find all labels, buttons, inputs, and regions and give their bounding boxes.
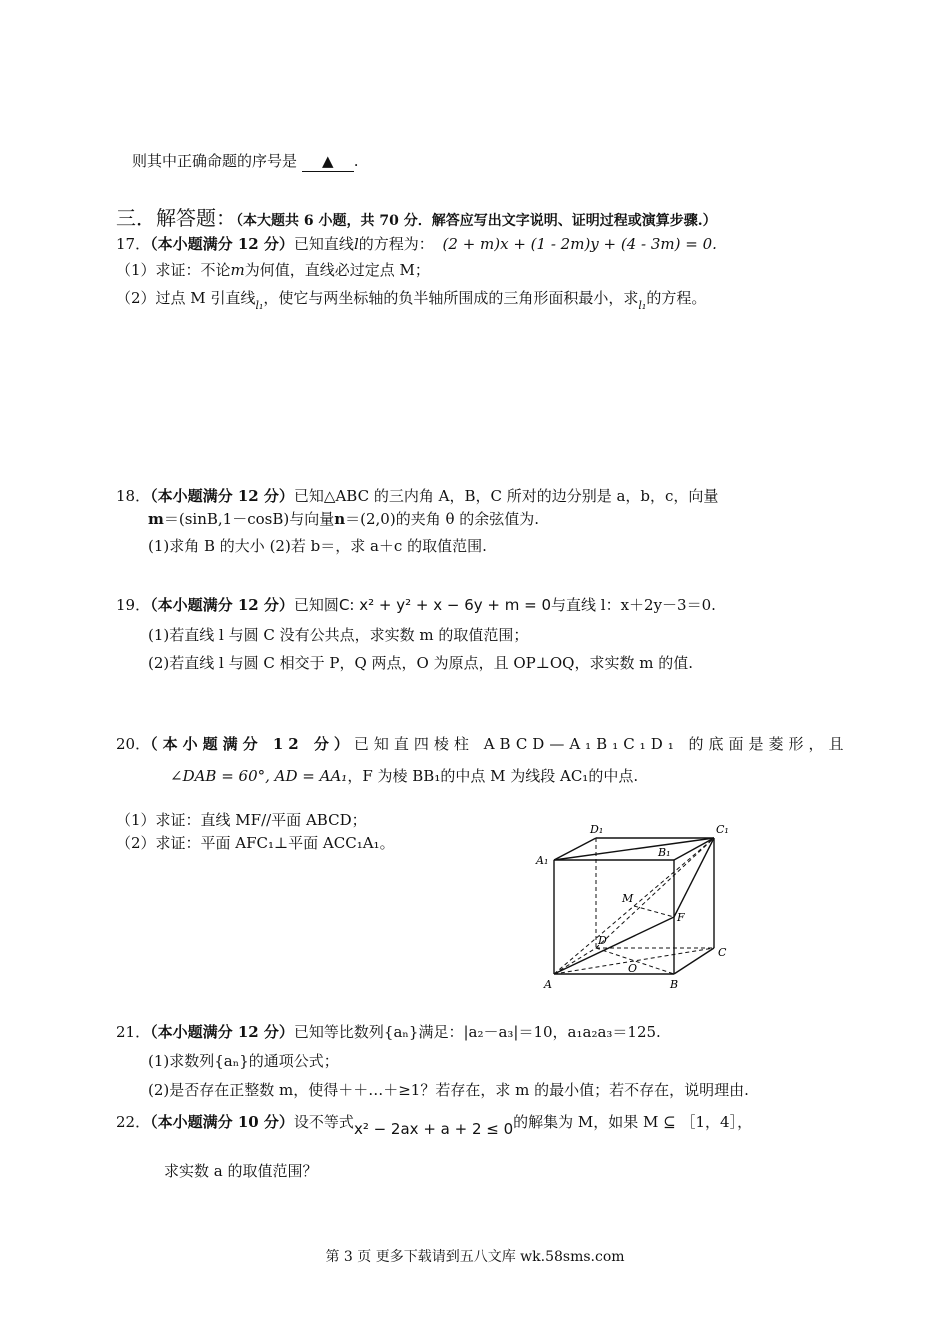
q22-stem-b: 的解集为 M，如果 M ⊆ ［1，4］，: [513, 1113, 753, 1131]
label-f: F: [677, 911, 685, 924]
section-title: 三．解答题：: [116, 206, 236, 230]
fill-line-end: .: [353, 152, 359, 170]
q20-number: 20．: [116, 735, 151, 753]
q19-circle-equation: C: x² + y² + x − 6y + m = 0: [338, 596, 551, 614]
prism-figure: [534, 818, 734, 1002]
q20-stem: [116, 734, 849, 754]
q17-p1-b: 为何值，直线必过定点 M；: [244, 261, 430, 279]
q17-stem-l: l: [353, 235, 359, 253]
q19-part2: (2)若直线 l 与圆 C 相交于 P，Q 两点，O 为原点，且 OP⊥OQ，求实数 m 的值.: [148, 654, 693, 672]
q18-number: 18．: [116, 487, 151, 505]
edge-fc1: [674, 838, 714, 917]
edge-dc1: [596, 838, 714, 948]
q19-score: （本小题满分 12 分）: [150, 596, 294, 614]
q18-line2: [148, 509, 539, 529]
label-o: O: [628, 962, 638, 975]
label-c1: C₁: [716, 823, 729, 836]
prism-diagram: [534, 818, 734, 998]
q22-score: （本小题满分 10 分）: [150, 1113, 294, 1131]
edge-a1c1: [554, 838, 714, 860]
q22-stem-a: 设不等式: [293, 1113, 354, 1131]
q17-part1: [116, 260, 430, 280]
q17-stem-a: 已知直线: [293, 235, 354, 253]
q19-stem-a: 已知圆: [293, 596, 339, 614]
q20-score: （本小题满分 12 分）: [150, 735, 354, 753]
label-a: A: [544, 978, 552, 991]
label-d: D: [598, 934, 607, 947]
q21-part2: (2)是否存在正整数 m，使得＋＋…＋≥1？若存在，求 m 的最小值；若不存在，说明理由.: [148, 1081, 749, 1099]
q17-p2-c: 的方程。: [646, 289, 707, 307]
q20-stem2: ，F 为棱 BB₁的中点 M 为线段 AC₁的中点.: [347, 767, 639, 785]
section-note: （本大题共 6 小题，共 70 分．解答应写出文字说明、证明过程或演算步骤.）: [236, 213, 717, 229]
q17-stem-b: 的方程为：: [358, 235, 434, 253]
q18-line3: (1)求角 B 的大小 (2)若 b＝，求 a＋c 的取值范围.: [148, 537, 487, 555]
label-b1: B₁: [658, 846, 671, 859]
q20-condition-line: [170, 766, 638, 786]
q20-part1: （1）求证：直线 MF//平面 ABCD；: [116, 811, 367, 829]
q17-score: （本小题满分 12 分）: [150, 235, 294, 253]
q20-stem: 已知直四棱柱 ABCD—A₁B₁C₁D₁ 的底面是菱形，且: [353, 735, 849, 753]
q19-part1: (1)若直线 l 与圆 C 没有公共点，求实数 m 的取值范围；: [148, 626, 529, 644]
q17-equation: (2 + m)x + (1 - 2m)y + (4 - 3m) = 0.: [442, 235, 717, 253]
q19-number: 19．: [116, 596, 151, 614]
page-footer: 第 3 页 更多下载请到五八文库 wk.58sms.com: [325, 1249, 625, 1265]
q17-p1-m: m: [230, 261, 245, 279]
q18-score: （本小题满分 12 分）: [150, 487, 294, 505]
q17-number: 17．: [116, 235, 151, 253]
q22-stem: [116, 1112, 753, 1138]
q18-line2-n: n: [334, 510, 346, 528]
q17-p2-b: ，使它与两坐标轴的负半轴所围成的三角形面积最小，求: [263, 289, 639, 307]
q18-stem: [116, 486, 718, 506]
fill-line-text: 则其中正确命题的序号是: [132, 152, 298, 170]
edge-bc: [674, 948, 714, 974]
q20-condition: ∠DAB = 60°, AD = AA₁: [170, 767, 348, 785]
q21-number: 21．: [116, 1023, 151, 1041]
q18-line1: 已知△ABC 的三内角 A，B，C 所对的边分别是 a，b，c，向量: [293, 487, 719, 505]
q21-stem: [116, 1022, 661, 1042]
q17-p2-a: （2）过点 M 引直线: [116, 289, 256, 307]
q21-part1: (1)求数列{aₙ}的通项公式；: [148, 1052, 339, 1070]
q21-score: （本小题满分 12 分）: [150, 1023, 294, 1041]
q18-line2-b: ＝(2,0)的夹角 θ 的余弦值为.: [345, 510, 540, 528]
q18-line2-a: ＝(sinB,1－cosB)与向量: [163, 510, 335, 528]
q19-stem-b: 与直线 l：x＋2y－3＝0.: [551, 596, 716, 614]
label-c: C: [718, 946, 727, 959]
label-b: B: [670, 978, 679, 991]
q17-p2-l: l₁: [255, 299, 264, 312]
q17-stem: [116, 234, 717, 254]
section-heading: [116, 205, 717, 234]
edge-af: [554, 917, 674, 974]
q17-p2-l2: l₁: [638, 299, 647, 312]
q17-p1-a: （1）求证：不论: [116, 261, 231, 279]
label-m: M: [622, 892, 634, 905]
q18-line2-m: m: [148, 510, 164, 528]
q21-stem: 已知等比数列{aₙ}满足：|a₂－a₃|＝10，a₁a₂a₃＝125.: [293, 1023, 661, 1041]
triangle-marker: ▲: [322, 152, 334, 170]
label-d1: D₁: [590, 823, 604, 836]
q22-line2: 求实数 a 的取值范围？: [164, 1162, 318, 1180]
label-a1: A₁: [536, 854, 549, 867]
q22-inequality: x² − 2ax + a + 2 ≤ 0: [353, 1120, 514, 1138]
answer-blank: [302, 151, 354, 172]
q19-stem: [116, 595, 716, 615]
q20-part2: （2）求证：平面 AFC₁⊥平面 ACC₁A₁。: [116, 834, 395, 852]
q17-part2: [116, 288, 706, 310]
fill-line: [132, 151, 359, 172]
q22-number: 22．: [116, 1113, 151, 1131]
